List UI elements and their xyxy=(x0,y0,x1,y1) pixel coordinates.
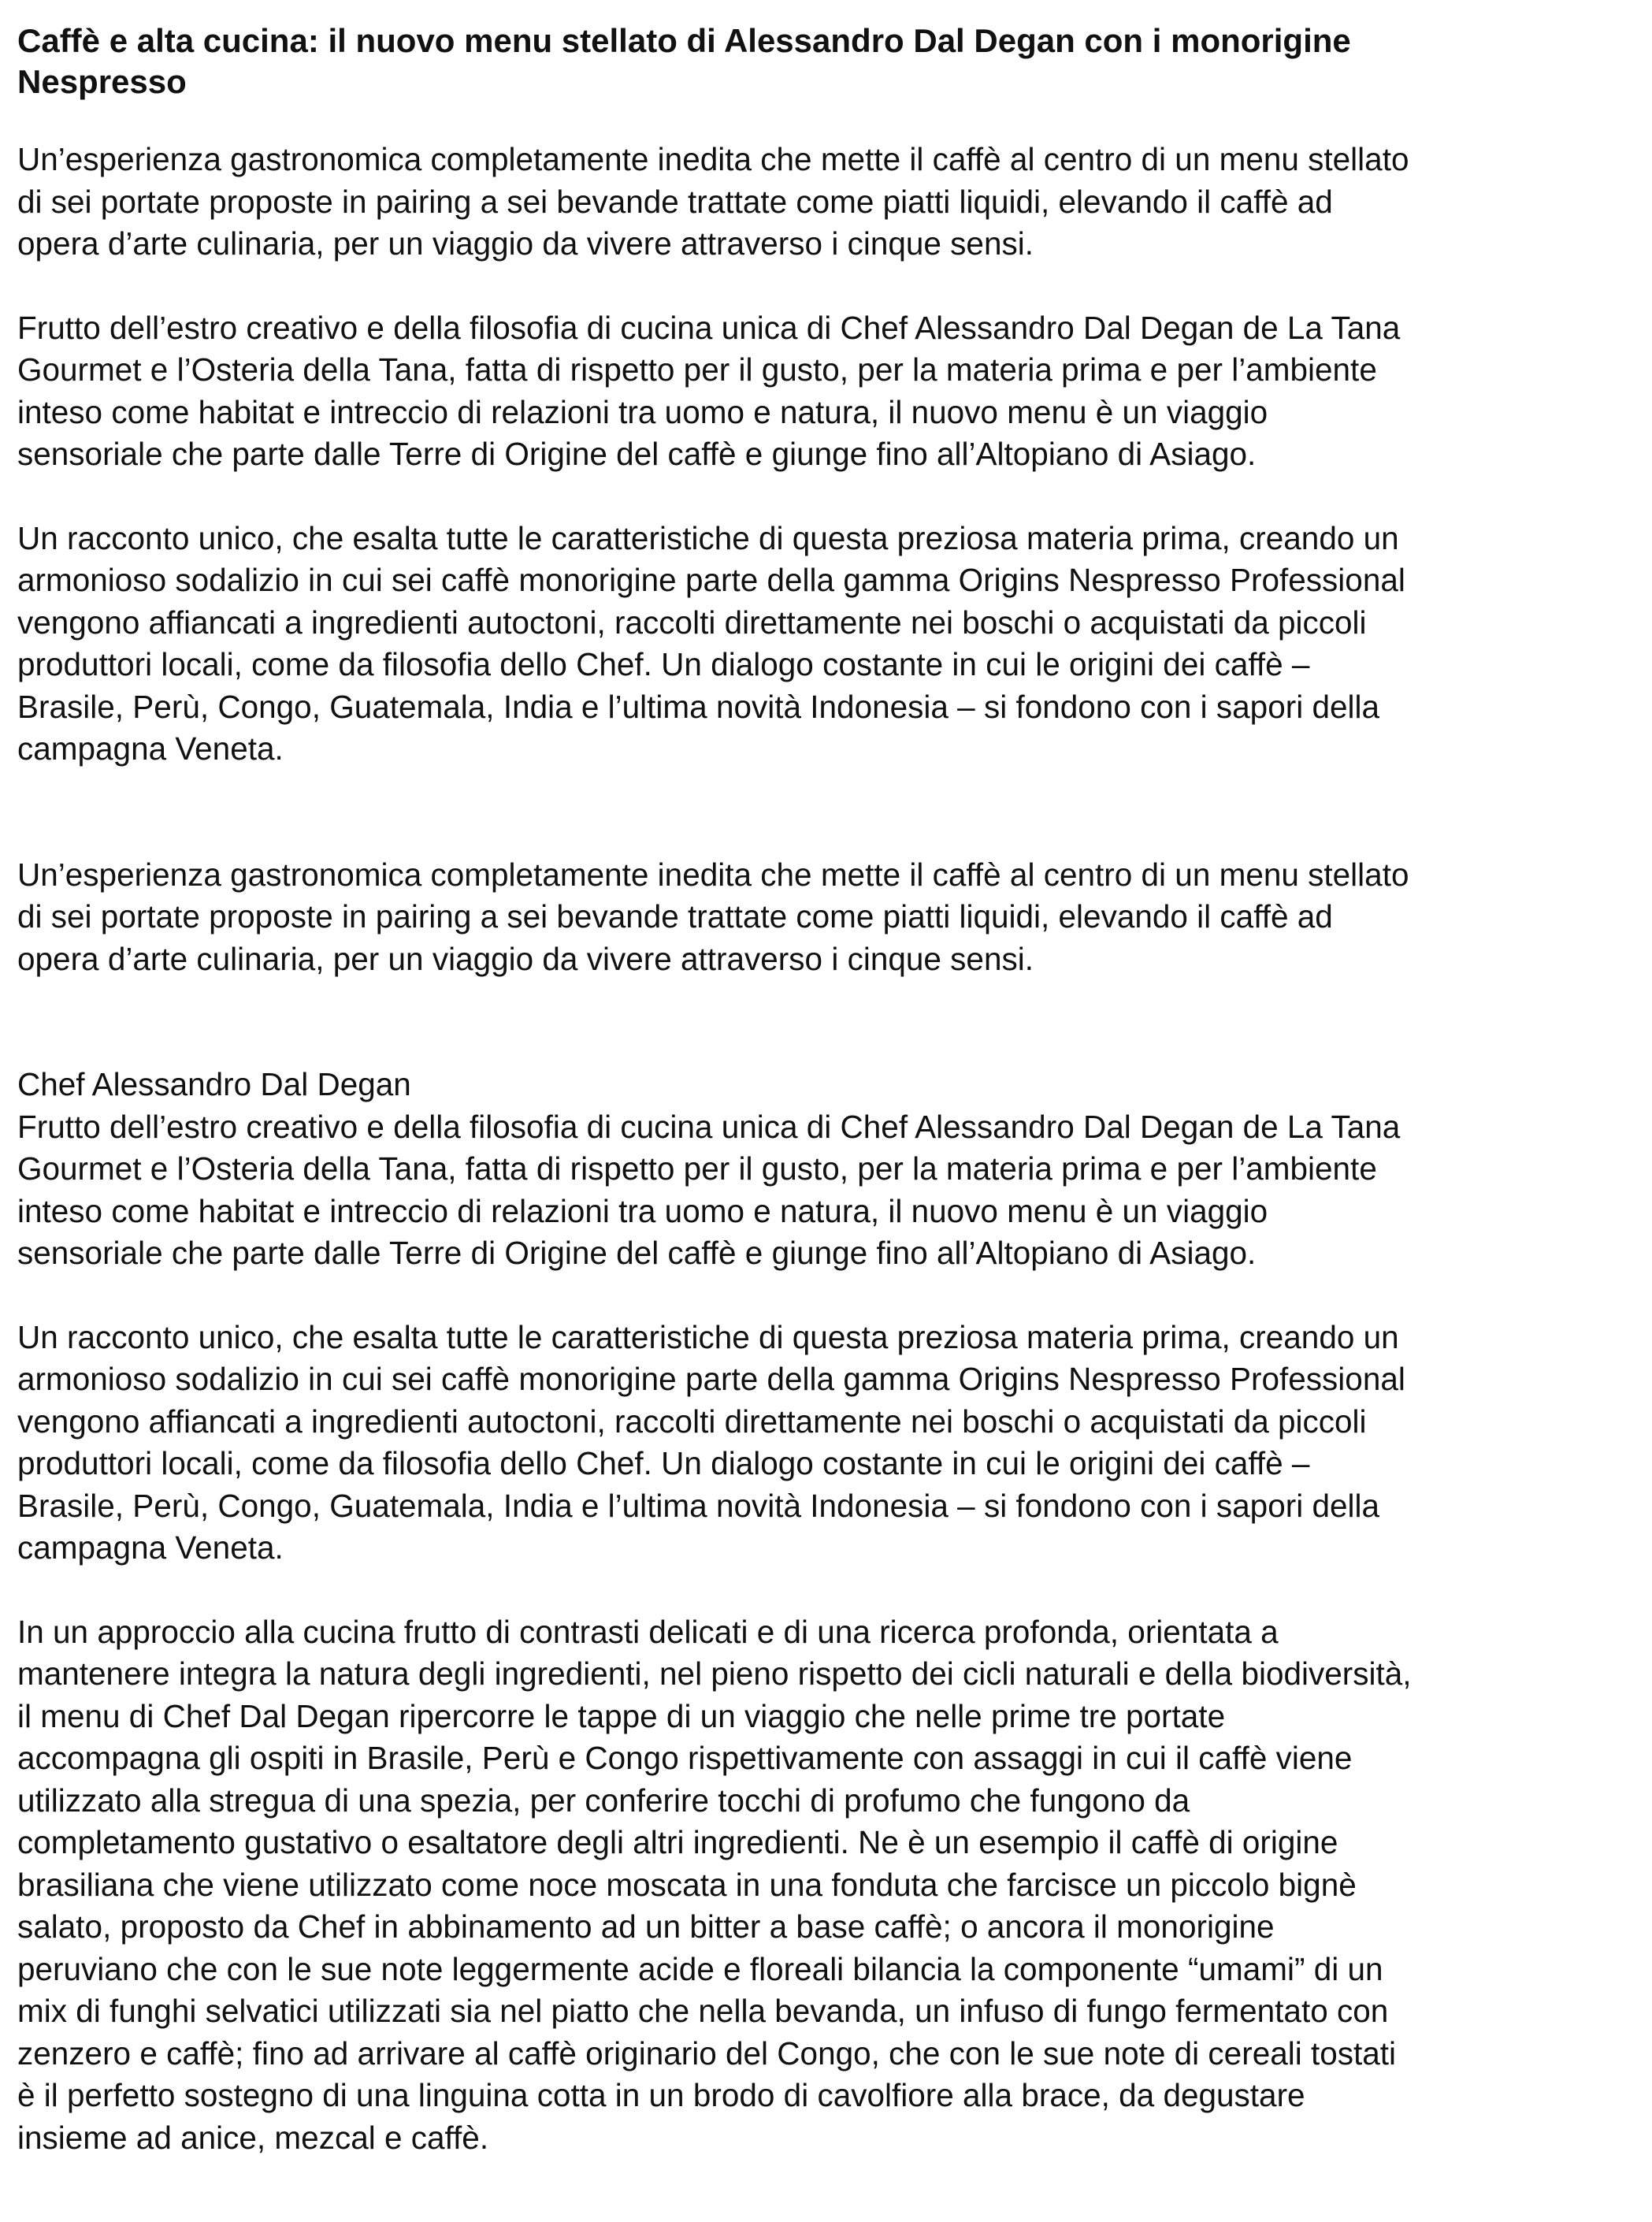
spacer xyxy=(17,980,1624,1064)
body-paragraph-racconto: Un racconto unico, che esalta tutte le caratteristiche di questa preziosa materia prima, creando un armonioso sodalizio in cui sei caffè monorigine parte della gamma Origins Nespresso Professional vengono affiancati a ingredienti autoctoni, raccolti direttamente nei boschi o acquistati da piccoli produttori locali, come da filosofia dello Chef. Un dialogo costante in cui le origini dei caffè – Brasile, Perù, Congo, Guatemala, India e l’ultima novità Indonesia – si fondono con i sapori della campagna Veneta. xyxy=(17,519,1405,767)
intro-paragraph-repeat: Un’esperienza gastronomica completamente inedita che mette il caffè al centro di un menu stellato di sei portate proposte in pairing a sei bevande trattate come piatti liquidi, elevando il caffè ad opera d’arte culinaria, per un viaggio da vivere attraverso i cinque sensi. xyxy=(17,856,1409,977)
body-paragraph-frutto-repeat: Frutto dell’estro creativo e della filosofia di cucina unica di Chef Alessandro Dal Degan de La Tana Gourmet e l’Osteria della Tana, fatta di rispetto per il gusto, per la materia prima e per l’ambiente inteso come habitat e intreccio di relazioni tra uomo e natura, il nuovo menu è un viaggio sensoriale che parte dalle Terre di Origine del caffè e giunge fino all’Altopiano di Asiago. xyxy=(17,1108,1401,1271)
spacer xyxy=(17,266,1624,307)
chef-caption: Chef Alessandro Dal Degan xyxy=(17,1066,411,1102)
spacer xyxy=(17,771,1624,854)
body-paragraph-frutto: Frutto dell’estro creativo e della filosofia di cucina unica di Chef Alessandro Dal Degan de La Tana Gourmet e l’Osteria della Tana, fatta di rispetto per il gusto, per la materia prima e per l’ambiente inteso come habitat e intreccio di relazioni tra uomo e natura, il nuovo menu è un viaggio sensoriale che parte dalle Terre di Origine del caffè e giunge fino all’Altopiano di Asiago. xyxy=(17,309,1401,472)
spacer xyxy=(17,1275,1624,1317)
body-paragraph-approccio: In un approccio alla cucina frutto di contrasti delicati e di una ricerca profonda, orientata a mantenere integra la natura degli ingredienti, nel pieno rispetto dei cicli naturali e della biodiversità, il menu di Chef Dal Degan ripercorre le tappe di un viaggio che nelle prime tre portate accompagna gli ospiti in Brasile, Perù e Congo rispettivamente con assaggi in cui il caffè viene utilizzato alla stregua di una spezia, per conferire tocchi di profumo che fungono da completamento gustativo o esaltatore degli altri ingredienti. Ne è un esempio il caffè di origine brasiliana che viene utilizzato come noce moscata in una fonduta che farcisce un piccolo bignè salato, proposto da Chef in abbinamento ad un bitter a base caffè; o ancora il monorigine peruviano che con le sue note leggermente acide e floreali bilancia la componente “umami” di un mix di funghi selvatici utilizzati sia nel piatto che nella bevanda, un infuso di fungo fermentato con zenzero e caffè; fino ad arrivare al caffè originario del Congo, che con le sue note di cereali tostati è il perfetto sostegno di una linguina cotta in un brodo di cavolfiore alla brace, da degustare insieme ad anice, mezcal e caffè. xyxy=(17,1613,1412,2156)
intro-paragraph: Un’esperienza gastronomica completamente inedita che mette il caffè al centro di un menu stellato di sei portate proposte in pairing a sei bevande trattate come piatti liquidi, elevando il caffè ad opera d’arte culinaria, per un viaggio da vivere attraverso i cinque sensi. xyxy=(17,141,1409,262)
document-page xyxy=(17,20,1624,2159)
spacer xyxy=(17,476,1624,518)
body-paragraph-racconto-repeat: Un racconto unico, che esalta tutte le caratteristiche di questa preziosa materia prima, creando un armonioso sodalizio in cui sei caffè monorigine parte della gamma Origins Nespresso Professional vengono affiancati a ingredienti autoctoni, raccolti direttamente nei boschi o acquistati da piccoli produttori locali, come da filosofia dello Chef. Un dialogo costante in cui le origini dei caffè – Brasile, Perù, Congo, Guatemala, India e l’ultima novità Indonesia – si fondono con i sapori della campagna Veneta. xyxy=(17,1318,1405,1566)
article-title: Caffè e alta cucina: il nuovo menu stellato di Alessandro Dal Degan con i monorigine Nespresso xyxy=(17,22,1351,100)
spacer xyxy=(17,1570,1624,1611)
